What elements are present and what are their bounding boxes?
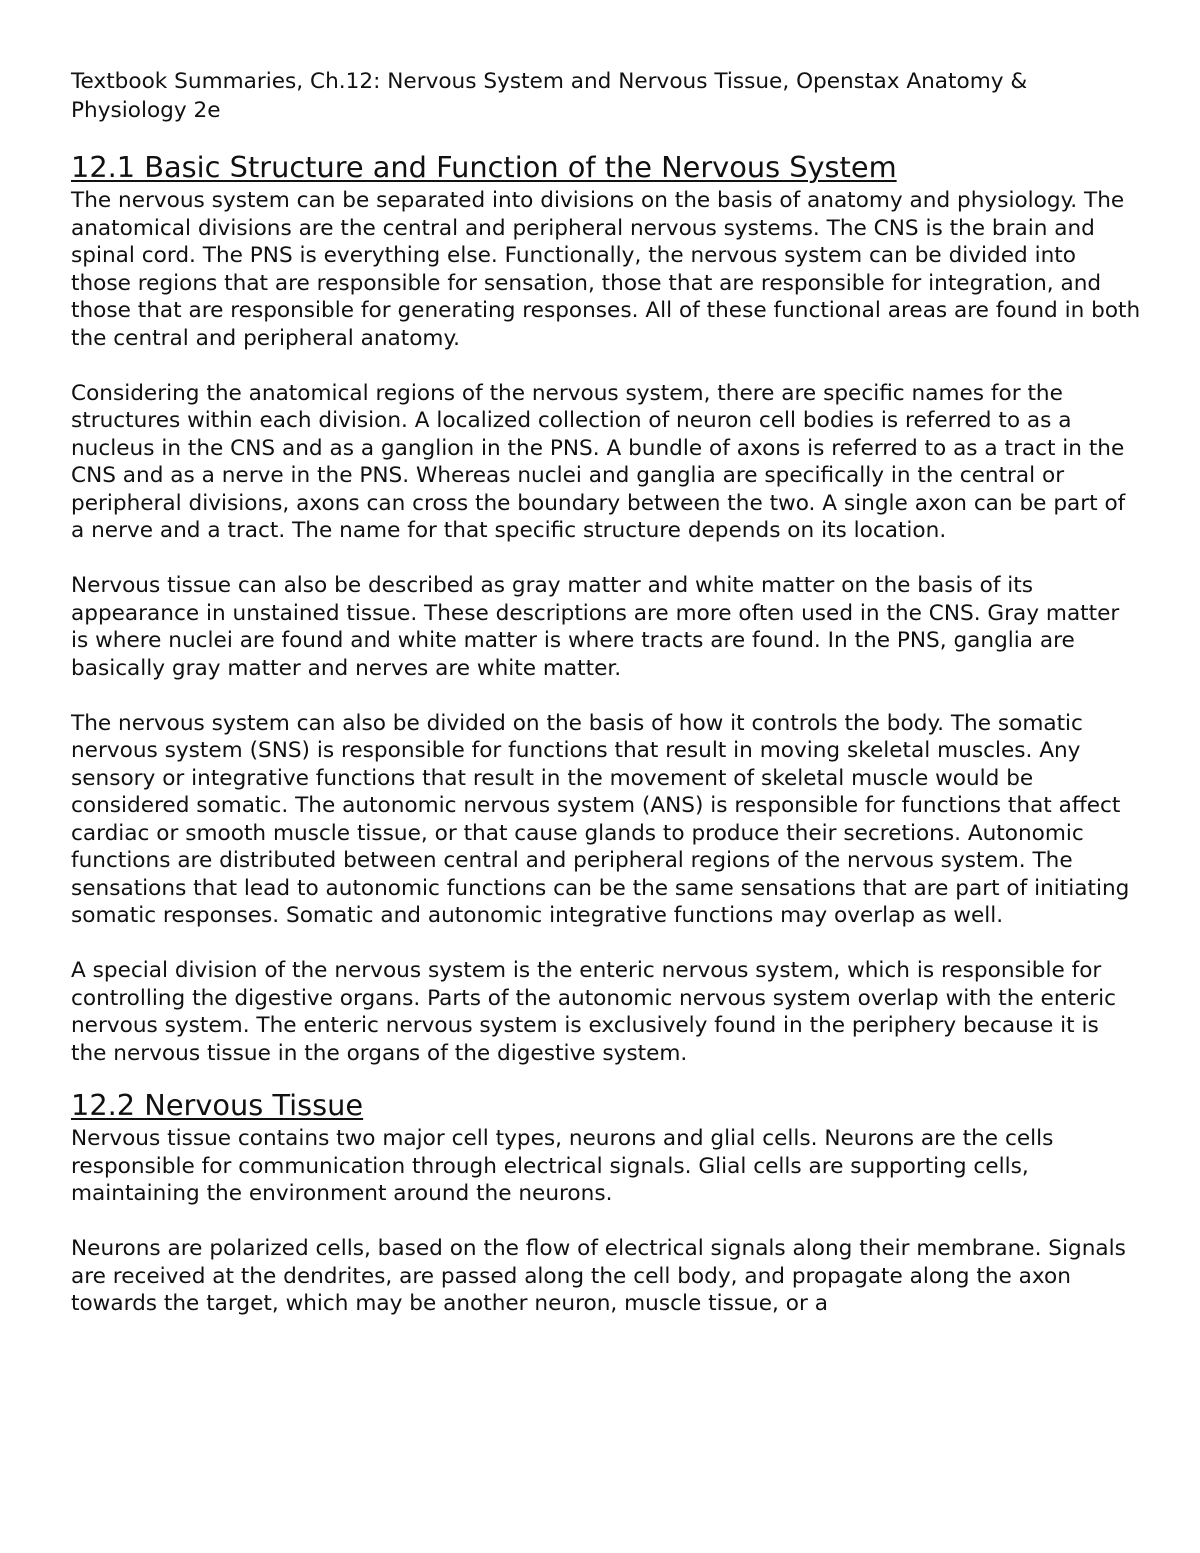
paragraph: Nervous tissue contains two major cell types, neurons and glial cells. Neurons are the cells responsible for communication through electrical signals. Glial cells are supporting cells, maintaining the environment around the neurons. xyxy=(71,1126,1054,1206)
section-heading: 12.2 Nervous Tissue xyxy=(71,1088,364,1122)
document-title: Textbook Summaries, Ch.12: Nervous System and Nervous Tissue, Openstax Anatomy & Physiology 2e xyxy=(71,69,1028,123)
section-12-2 xyxy=(71,1088,1141,1318)
paragraph: Nervous tissue can also be described as gray matter and white matter on the basis of its appearance in unstained tissue. These descriptions are more often used in the CNS. Gray matter is where nuclei are found and white matter is where tracts are found. In the PNS, ganglia are basically gray matter and nerves are white matter. xyxy=(71,573,1120,681)
paragraph: The nervous system can also be divided on the basis of how it controls the body. The somatic nervous system (SNS) is responsible for functions that result in moving skeletal muscles. Any sensory or integrative functions that result in the movement of skeletal muscle would be considered somatic. The autonomic nervous system (ANS) is responsible for functions that affect cardiac or smooth muscle tissue, or that cause glands to produce their secretions. Autonomic functions are distributed between central and peripheral regions of the nervous system. The sensations that lead to autonomic functions can be the same sensations that are part of initiating somatic responses. Somatic and autonomic integrative functions may overlap as well. xyxy=(71,710,1130,928)
paragraph: The nervous system can be separated into divisions on the basis of anatomy and physiology. The anatomical divisions are the central and peripheral nervous systems. The CNS is the brain and spinal cord. The PNS is everything else. Functionally, the nervous system can be divided into those regions that are responsible for sensation, those that are responsible for integration, and those that are responsible for generating responses. All of these functional areas are found in both the central and peripheral anatomy. xyxy=(71,188,1141,351)
paragraph: A special division of the nervous system is the enteric nervous system, which is responsible for controlling the digestive organs. Parts of the autonomic nervous system overlap with the enteric nervous system. The enteric nervous system is exclusively found in the periphery because it is the nervous tissue in the organs of the digestive system. xyxy=(71,958,1117,1066)
paragraph: Considering the anatomical regions of the nervous system, there are specific names for the structures within each division. A localized collection of neuron cell bodies is referred to as a nucleus in the CNS and as a ganglion in the PNS. A bundle of axons is referred to as a tract in the CNS and as a nerve in the PNS. Whereas nuclei and ganglia are specifically in the central or peripheral divisions, axons can cross the boundary between the two. A single axon can be part of a nerve and a tract. The name for that specific structure depends on its location. xyxy=(71,380,1126,543)
document-page xyxy=(71,68,1141,1345)
section-heading: 12.1 Basic Structure and Function of the Nervous System xyxy=(71,150,897,184)
section-12-1 xyxy=(71,150,1141,1067)
paragraph: Neurons are polarized cells, based on the flow of electrical signals along their membrane. Signals are received at the dendrites, are passed along the cell body, and propagate along the axon towards the target, which may be another neuron, muscle tissue, or a xyxy=(71,1236,1126,1316)
